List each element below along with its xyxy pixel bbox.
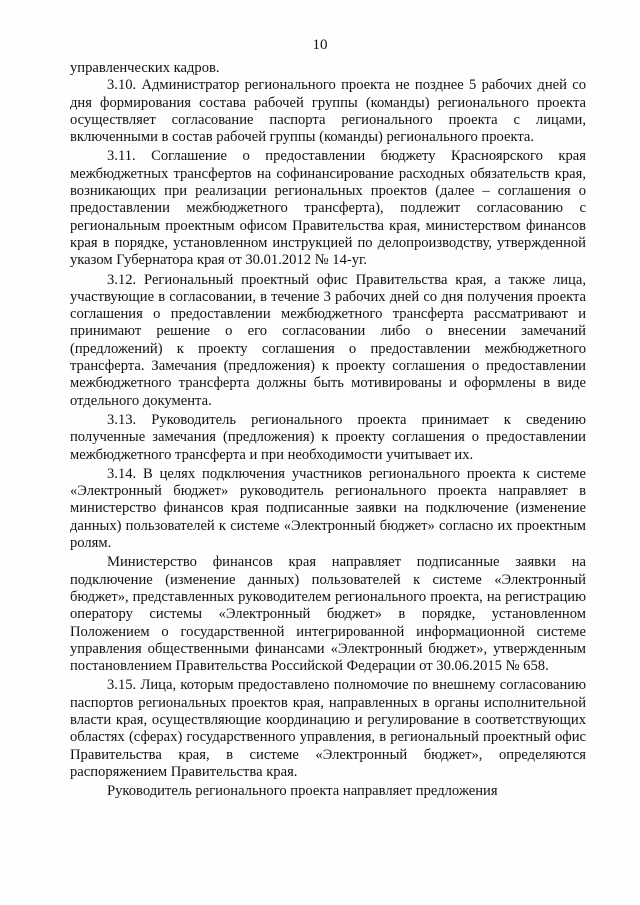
- paragraph-3-13: 3.13. Руководитель регионального проекта принимает к сведению полученные замечания (предложения) к проекту соглашения о предоставлении межбюджетного трансферта и при необходимости учитывает их.: [70, 411, 586, 463]
- document-body: [70, 60, 586, 800]
- page-number: 10: [312, 37, 328, 53]
- paragraph-3-15: 3.15. Лица, которым предоставлено полномочие по внешнему согласованию паспортов региональных проектов края, направленных в органы исполнительной власти края, осуществляющие координацию и регулирование в соответствующих областях (сферах) государственного управления, в региональный проектный офис Правительства края, в системе «Электронный бюджет», определяются распоряжением Правительства края.: [70, 677, 586, 780]
- paragraph-continuation: управленческих кадров.: [70, 60, 220, 76]
- paragraph-project-lead-proposals: Руководитель регионального проекта направляет предложения: [107, 783, 498, 800]
- paragraph-3-14: 3.14. В целях подключения участников регионального проекта к системе «Электронный бюджет» руководитель регионального проекта направляет в министерство финансов края подписанные заявки на подключение (изменение данных) пользователей к системе «Электронный бюджет» согласно их проектным ролям.: [70, 465, 586, 552]
- paragraph-3-12: 3.12. Региональный проектный офис Правительства края, а также лица, участвующие в согласовании, в течение 3 рабочих дней со дня получения проекта соглашения о предоставлении межбюджетного трансферта рассматривают и принимают решение о его согласовании либо о внесении замечаний (предложений) к проекту соглашения о предоставлении межбюджетного трансферта. Замечания (предложения) к проекту соглашения о предоставлении межбюджетного трансферта должны быть мотивированы и оформлены в виде отдельного документа.: [70, 271, 586, 409]
- paragraph-3-10: 3.10. Администратор регионального проекта не позднее 5 рабочих дней со дня формирования состава рабочей группы (команды) регионального проекта осуществляет согласование паспорта регионального проекта с лицами, включенными в состав рабочей группы (команды) регионального проекта.: [70, 77, 586, 146]
- paragraph-ministry-finance: Министерство финансов края направляет подписанные заявки на подключение (изменение данных) пользователей к системе «Электронный бюджет», представленных руководителем регионального проекта, на регистрацию оператору системы «Электронный бюджет» в порядке, установленном Положением о государственной интегрированной информационной системе управления общественными финансами «Электронный бюджет», утвержденным постановлением Правительства Российской Федерации от 30.06.2015 № 658.: [70, 554, 586, 675]
- paragraph-3-11: 3.11. Соглашение о предоставлении бюджету Красноярского края межбюджетных трансфертов на софинансирование расходных обязательств края, возникающих при реализации региональных проектов (далее – соглашения о предоставлении межбюджетного трансферта), подлежит согласованию с региональным проектным офисом Правительства края, министерством финансов края в порядке, установленном инструкцией по делопроизводству, утвержденной указом Губернатора края от 30.01.2012 № 14-уг.: [70, 148, 586, 269]
